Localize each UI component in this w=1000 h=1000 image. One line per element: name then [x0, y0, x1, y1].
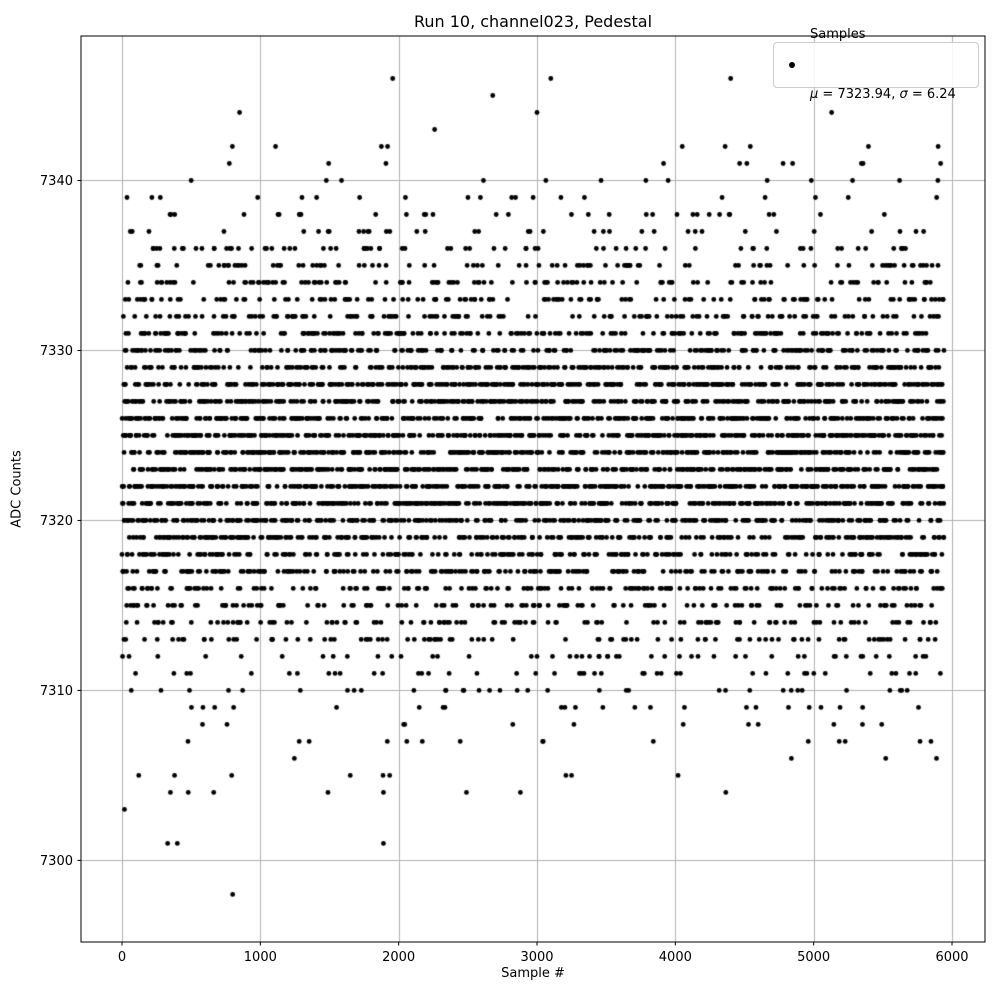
- mu-symbol: μ: [810, 87, 819, 102]
- x-tick-label: 6000: [935, 950, 969, 965]
- x-tick-label: 4000: [658, 950, 692, 965]
- legend-stats-line: [810, 85, 956, 105]
- x-tick-label: 2000: [382, 950, 416, 965]
- x-tick-label: 5000: [797, 950, 831, 965]
- legend-text: [810, 0, 956, 145]
- sigma-value: = 6.24: [907, 87, 956, 102]
- y-tick-label: 7320: [39, 513, 73, 529]
- x-tick-label: 0: [117, 950, 127, 965]
- y-tick-label: 7330: [39, 343, 73, 359]
- x-tick-label: 1000: [243, 950, 277, 965]
- samples-dot-icon: [789, 62, 795, 68]
- sigma-symbol: σ: [899, 87, 908, 102]
- y-tick-label: 7300: [39, 853, 73, 869]
- y-axis-label: ADC Counts: [9, 450, 25, 528]
- y-tick-label: 7340: [39, 173, 73, 189]
- legend: [773, 27, 979, 102]
- y-tick-label: 7310: [39, 683, 73, 699]
- x-axis-label: Sample #: [501, 966, 565, 981]
- x-tick-label: 3000: [520, 950, 554, 965]
- mu-value: = 7323.94,: [818, 87, 900, 102]
- legend-series-label: Samples: [810, 27, 866, 42]
